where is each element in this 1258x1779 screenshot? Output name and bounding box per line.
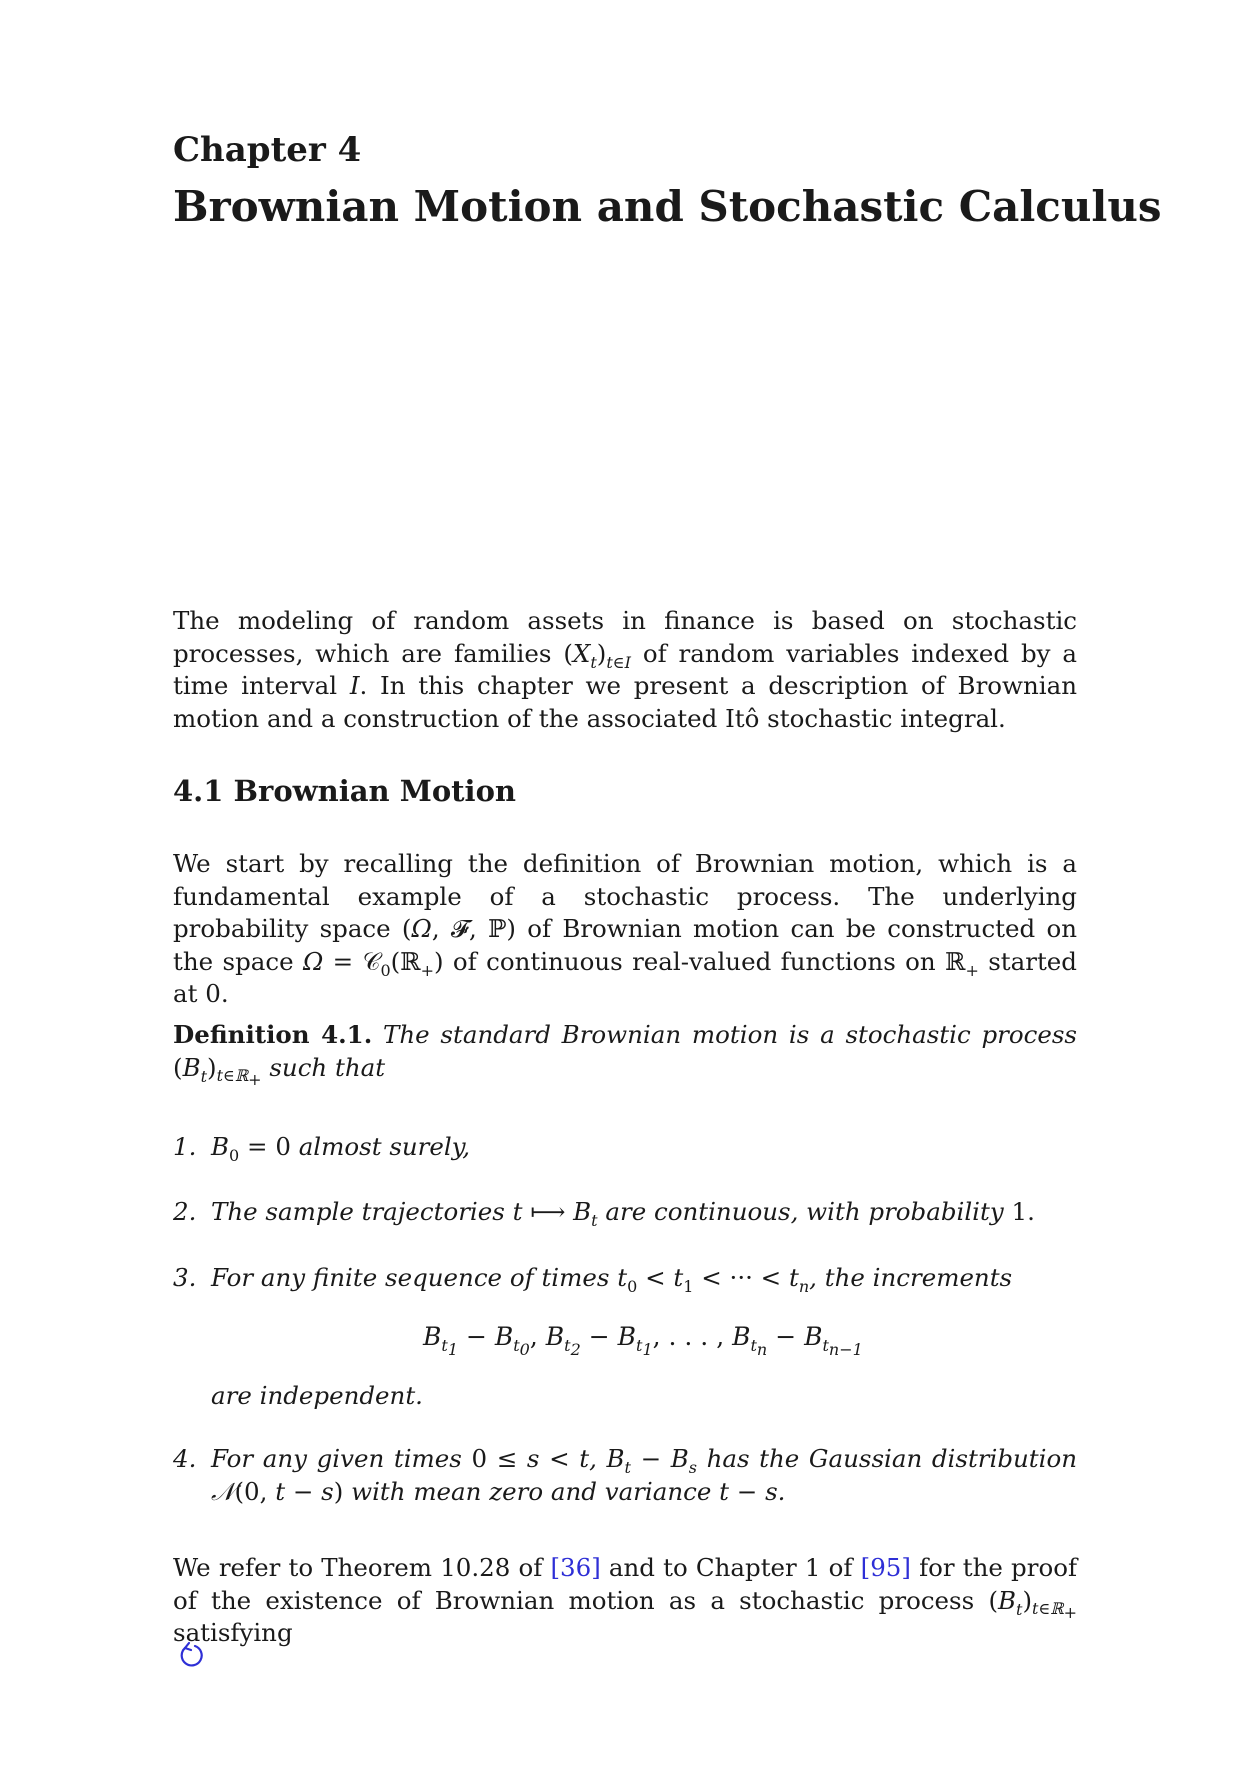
citation-link-36[interactable]: [36] [550, 1553, 601, 1582]
definition-item-4: 4. For any given times 0 ≤ s < t, $B_t - B_s$ has the Gaussian distribution 𝒩(0, t − s) with mean zero and variance t − s. [173, 1444, 1078, 1506]
definition-block: Definition 4.1. The standard Brownian motion is a stochastic process $(B_t)_{t\in ℝ_+}$ such that [173, 1020, 1077, 1090]
closing-paragraph: We refer to Theorem 10.28 of [36] and to Chapter 1 of [95] for the proof of the existence of Brownian motion as a stochastic process $(B_t)_{t\in ℝ_+}$ satisfying [173, 1553, 1078, 1648]
increments-equation: $B_{t_1} - B_{t_0}$, $B_{t_2} - B_{t_1}$, . . . , $B_{t_n} - B_{t_{n-1}}$ [423, 1322, 863, 1360]
section-paragraph: We start by recalling the definition of Brownian motion, which is a fundamental example of a stochastic process. The underlying probability space (Ω, 𝓕, ℙ) of Brownian motion can be constructed on the space Ω = 𝒞$_0$(ℝ$_+$) of continuous real-valued functions on ℝ$_+$ started at 0. [173, 849, 1077, 1009]
definition-item-3: 3. For any finite sequence of times $t_0 < t_1$ < ··· < $t_n$, the increments [173, 1263, 1013, 1296]
citation-link-95[interactable]: [95] [860, 1553, 911, 1582]
chapter-number: Chapter 4 [173, 130, 362, 170]
definition-item-3-continuation: are independent. [211, 1381, 423, 1410]
chapter-title: Brownian Motion and Stochastic Calculus [173, 182, 1162, 231]
section-heading: 4.1 Brownian Motion [173, 774, 517, 808]
definition-item-1: 1. $B_0 = 0$ almost surely, [173, 1132, 471, 1165]
intro-paragraph: The modeling of random assets in finance is based on stochastic processes, which are families $(X_t)_{t\in I}$ of random variables indexed by a time interval I. In this chapter we present a description of Brownian motion and a construction of the associated Itô stochastic integral. [173, 606, 1077, 733]
definition-label: Definition 4.1. [173, 1020, 373, 1049]
definition-item-2: 2. The sample trajectories t ⟼ $B_t$ are continuous, with probability 1. [173, 1197, 1035, 1230]
refresh-icon[interactable] [176, 1640, 206, 1670]
